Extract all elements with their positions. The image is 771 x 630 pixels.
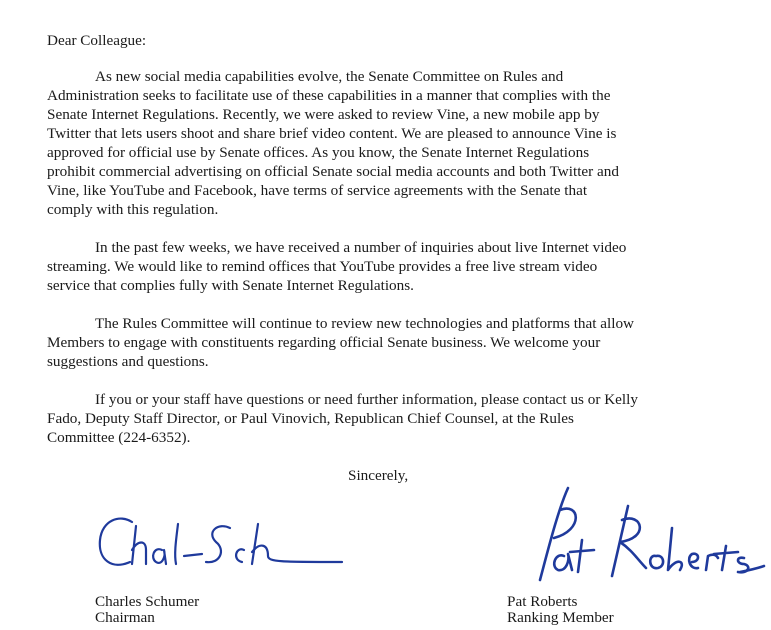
signatory-2-name: Pat Roberts — [507, 593, 578, 610]
paragraph-line: Fado, Deputy Staff Director, or Paul Vinovich, Republican Chief Counsel, at the Rules — [47, 410, 574, 427]
paragraph-line: Members to engage with constituents regarding official Senate business. We welcome your — [47, 334, 601, 351]
paragraph-line: As new social media capabilities evolve, the Senate Committee on Rules and — [95, 68, 564, 85]
roberts-signature — [500, 480, 765, 590]
signatory-1-title: Chairman — [95, 609, 155, 626]
paragraph-line: Administration seeks to facilitate use of these capabilities in a manner that complies with the — [47, 87, 611, 104]
paragraph-line: suggestions and questions. — [47, 353, 209, 370]
paragraph-line: streaming. We would like to remind offices that YouTube provides a free live stream video — [47, 258, 598, 275]
paragraph-line: Vine, like YouTube and Facebook, have terms of service agreements with the Senate that — [47, 182, 588, 199]
schumer-signature — [92, 510, 352, 582]
paragraph-line: comply with this regulation. — [47, 201, 219, 218]
paragraph-line: Twitter that lets users shoot and share brief video content. We are pleased to announce Vine is — [47, 125, 617, 142]
paragraph-line: The Rules Committee will continue to review new technologies and platforms that allow — [95, 315, 635, 332]
paragraph-line: Senate Internet Regulations. Recently, we were asked to review Vine, a new mobile app by — [47, 106, 600, 123]
paragraph-line: In the past few weeks, we have received a number of inquiries about live Internet video — [95, 239, 627, 256]
signatory-1-name: Charles Schumer — [95, 593, 200, 610]
closing: Sincerely, — [348, 467, 409, 484]
paragraph-line: Committee (224-6352). — [47, 429, 191, 446]
paragraph-line: prohibit commercial advertising on official Senate social media accounts and both Twitter and — [47, 163, 619, 180]
paragraph-line: service that complies fully with Senate Internet Regulations. — [47, 277, 414, 294]
signatory-2-title: Ranking Member — [507, 609, 614, 626]
paragraph-line: approved for official use by Senate offices. As you know, the Senate Internet Regulations — [47, 144, 590, 161]
paragraph-line: If you or your staff have questions or need further information, please contact us or Kelly — [95, 391, 638, 408]
salutation: Dear Colleague: — [47, 32, 147, 49]
